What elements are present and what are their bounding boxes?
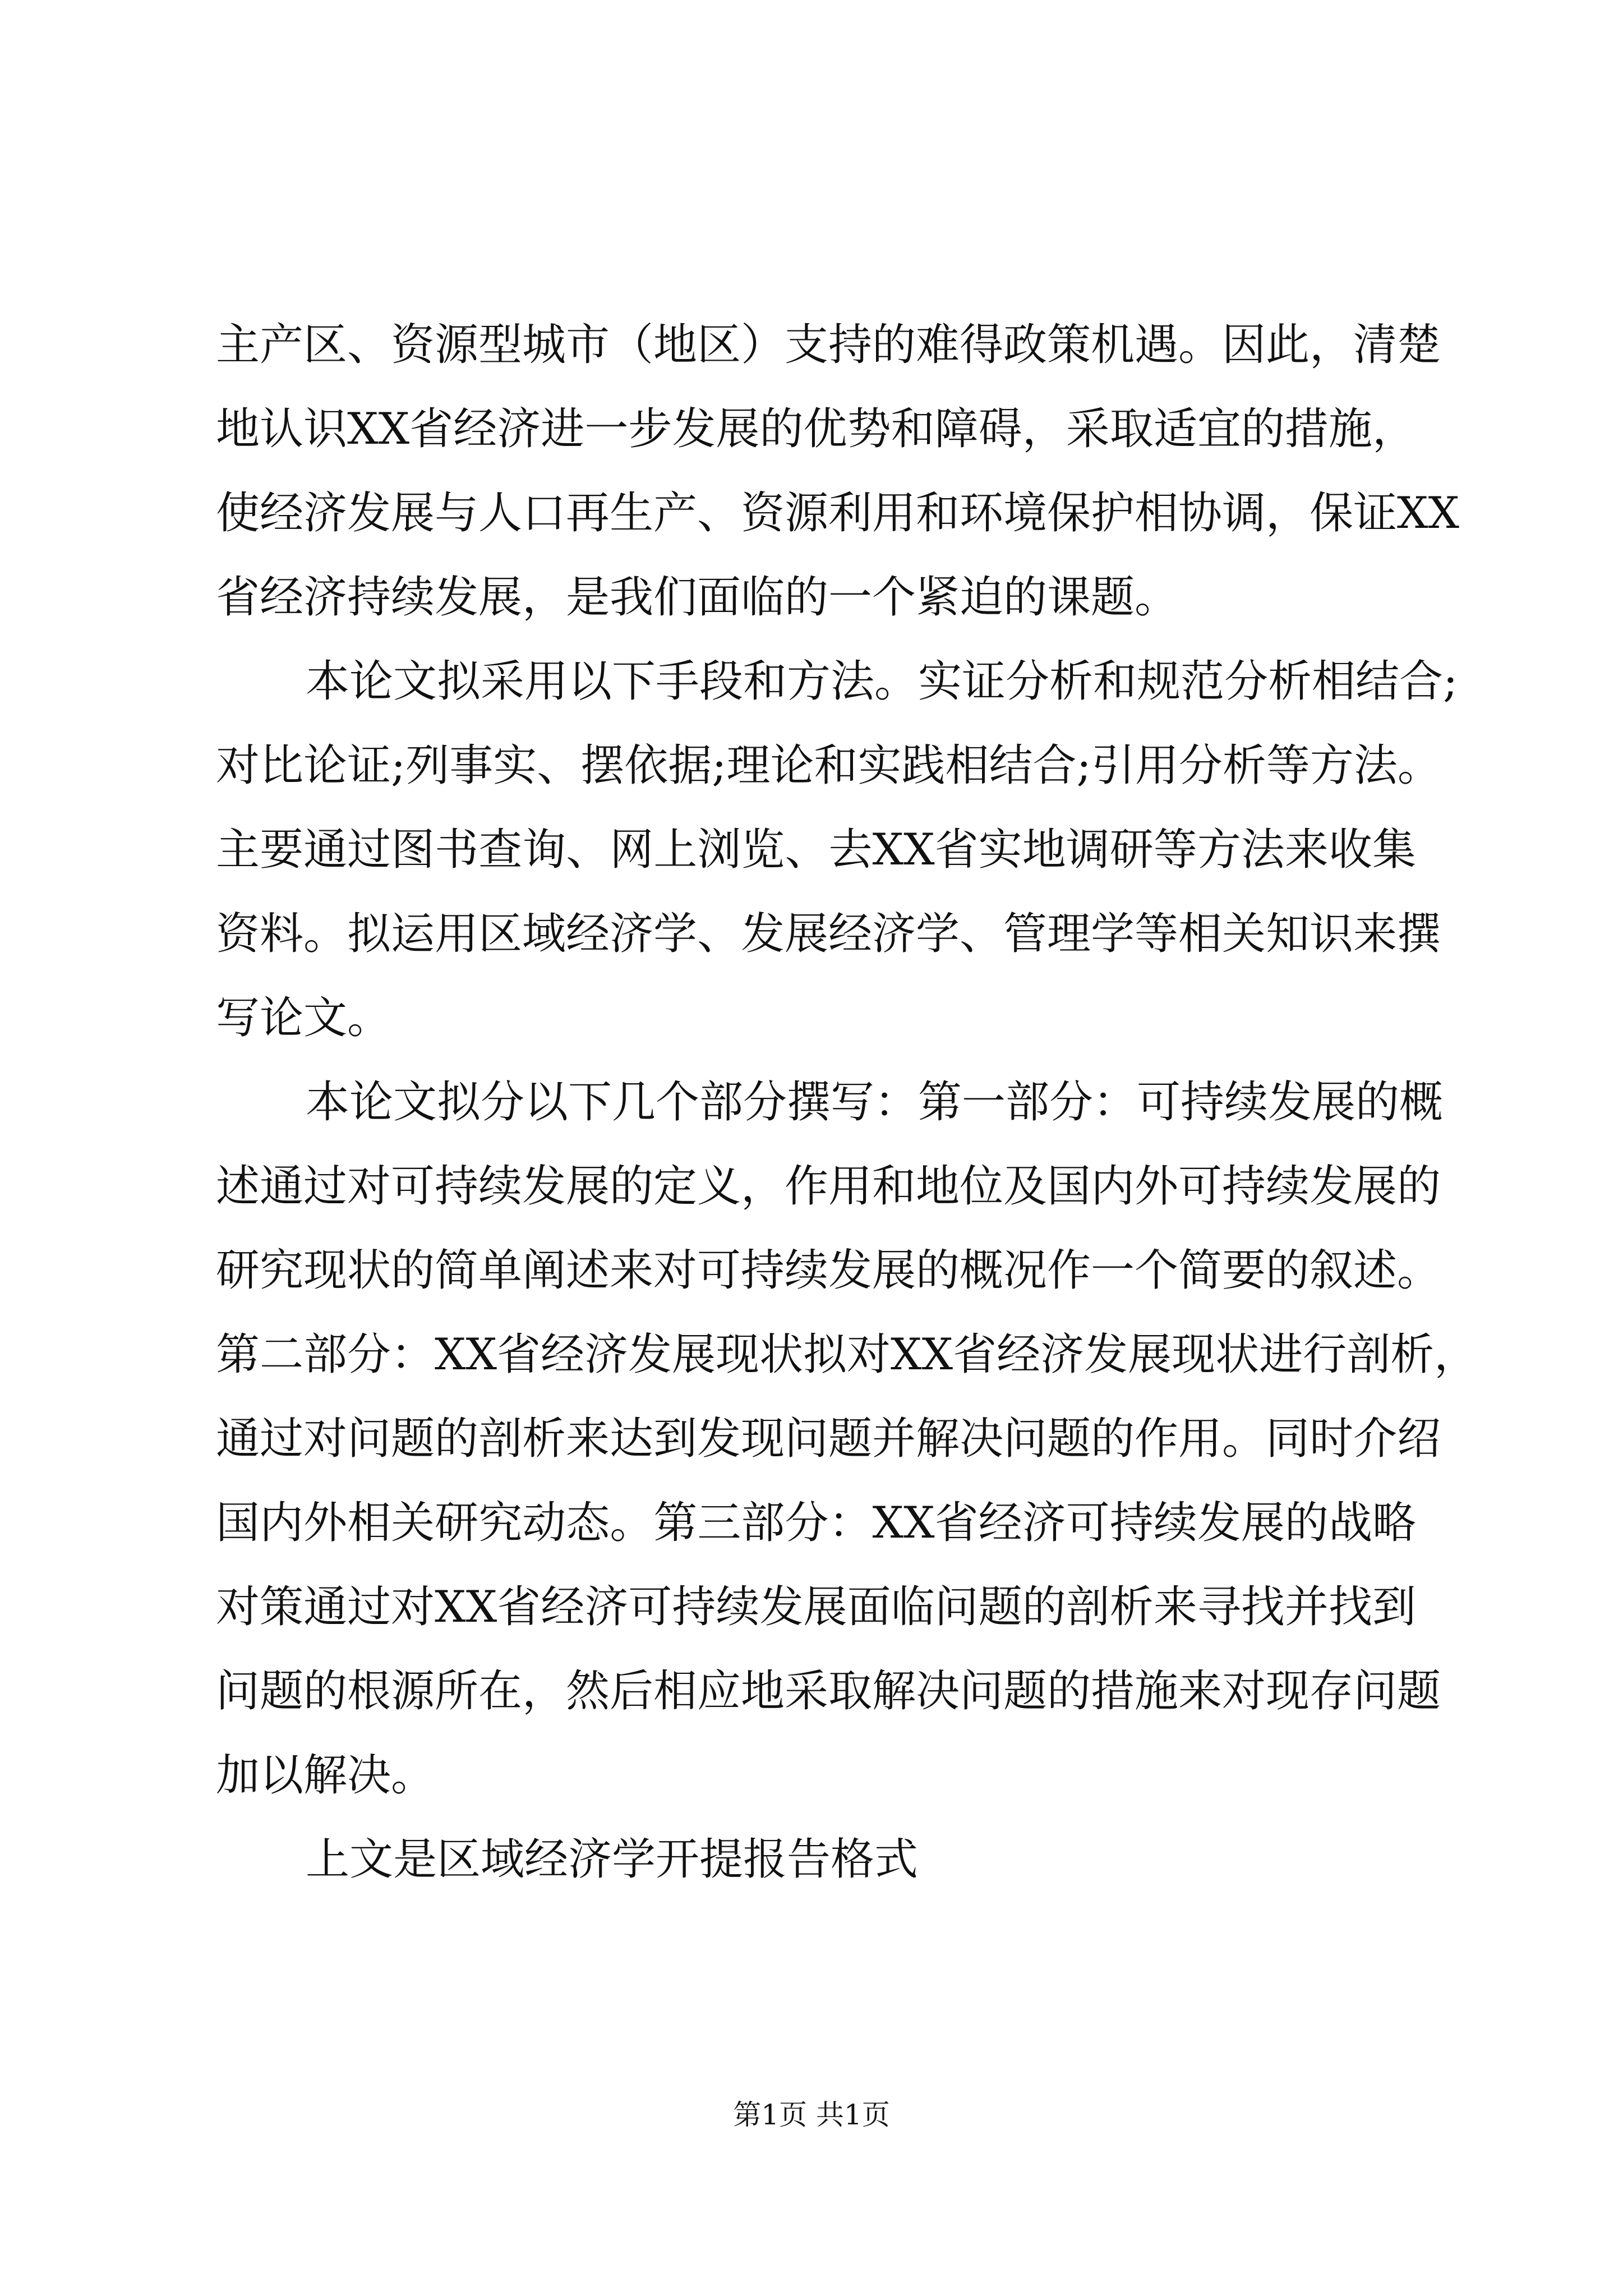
text-line: 本论文拟分以下几个部分撰写：第一部分：可持续发展的概	[306, 1077, 1444, 1128]
page-number-footer: 第1页 共1页	[733, 2099, 890, 2131]
text-line: 上文是区域经济学开提报告格式	[306, 1834, 919, 1885]
text-line: 地认识XX省经济进一步发展的优势和障碍，采取适宜的措施，	[216, 404, 1416, 454]
text-line: 本论文拟采用以下手段和方法。实证分析和规范分析相结合;	[306, 656, 1458, 707]
text-line: 对比论证;列事实、摆依据;理论和实践相结合;引用分析等方法。	[216, 740, 1441, 791]
text-line: 资料。拟运用区域经济学、发展经济学、管理学等相关知识来撰	[216, 909, 1441, 959]
text-line: 主产区、资源型城市（地区）支持的难得政策机遇。因此，清楚	[216, 320, 1441, 370]
text-line: 省经济持续发展，是我们面临的一个紧迫的课题。	[216, 572, 1179, 623]
paragraph-4	[216, 1818, 1416, 1902]
text-line: 对策通过对XX省经济可持续发展面临问题的剖析来寻找并找到	[216, 1582, 1416, 1632]
text-line: 国内外相关研究动态。第三部分：XX省经济可持续发展的战略	[216, 1498, 1416, 1548]
text-line: 第二部分：XX省经济发展现状拟对XX省经济发展现状进行剖析，	[216, 1329, 1478, 1380]
text-line: 写论文。	[216, 993, 391, 1043]
paragraph-1	[216, 303, 1460, 639]
document-body	[216, 303, 1478, 1902]
paragraph-2	[216, 639, 1458, 1060]
text-line: 通过对问题的剖析来达到发现问题并解决问题的作用。同时介绍	[216, 1414, 1441, 1464]
text-line: 述通过对可持续发展的定义，作用和地位及国内外可持续发展的	[216, 1161, 1441, 1212]
text-line: 主要通过图书查询、网上浏览、去XX省实地调研等方法来收集	[216, 825, 1416, 875]
text-line: 使经济发展与人口再生产、资源利用和环境保护相协调，保证XX	[216, 488, 1460, 539]
text-line: 加以解决。	[216, 1750, 435, 1801]
text-line: 问题的根源所在，然后相应地采取解决问题的措施来对现存问题	[216, 1666, 1441, 1717]
paragraph-3	[216, 1060, 1478, 1818]
text-line: 研究现状的简单阐述来对可持续发展的概况作一个简要的叙述。	[216, 1245, 1441, 1296]
